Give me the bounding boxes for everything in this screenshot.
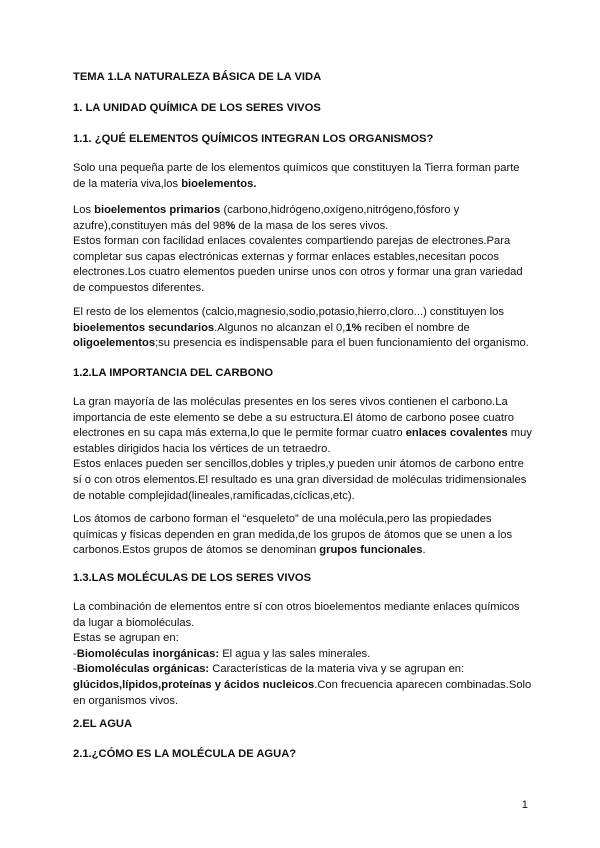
text-line: de notable complejidad(lineales,ramificadas,cíclicas,etc).	[73, 489, 355, 502]
text-line: estables dirigidos hacia los vértices de un tetraedro.	[73, 442, 331, 455]
text-line: La combinación de elementos entre sí con otros bioelementos mediante enlaces químicos	[73, 601, 520, 613]
text-line: electrones.Los cuatro elementos pueden unirse unos con otros y formar una gran variedad	[73, 266, 523, 279]
text-span: Los	[73, 204, 95, 216]
text-line: en organismos vivos.	[73, 694, 179, 707]
text-span: .Algunos no alcanzan el 0,	[214, 321, 346, 334]
paragraph-carbon-importance	[73, 395, 533, 504]
section-heading-2: 2.EL AGUA	[73, 718, 133, 730]
paragraph-bioelements-intro	[73, 161, 533, 192]
bold-term: 1%	[345, 321, 362, 334]
document-title: TEMA 1.LA NATURALEZA BÁSICA DE LA VIDA	[73, 71, 322, 83]
paragraph-secondary-bioelements	[73, 305, 533, 352]
section-heading-1-2: 1.2.LA IMPORTANCIA DEL CARBONO	[73, 367, 274, 379]
section-heading-1-3: 1.3.LAS MOLÉCULAS DE LOS SERES VIVOS	[73, 572, 312, 584]
bold-term: bioelementos primarios	[94, 204, 221, 216]
text-line	[73, 426, 533, 442]
text-line	[73, 662, 533, 678]
text-span: de la materia viva,los	[73, 177, 182, 190]
text-span: reciben el nombre de	[361, 321, 470, 334]
text-line: Los átomos de carbono forman el “esqueleto” de una molécula,pero las propiedades	[73, 513, 492, 525]
text-line: sí o con otros elementos.El resultado es una gran diversidad de moléculas tridimensionales	[73, 473, 527, 486]
text-line: Estos forman con facilidad enlaces covalentes compartiendo parejas de electrones.Para	[73, 235, 511, 248]
text-span: de la masa de los seres vivos.	[235, 219, 389, 232]
text-span: ;su presencia es indispensable para el buen funcionamiento del organismo.	[155, 337, 529, 350]
bold-term: oligoelementos	[73, 337, 156, 350]
text-line: Estas se agrupan en:	[73, 632, 179, 645]
paragraph-primary-bioelements	[73, 203, 533, 297]
paragraph-carbon-skeleton	[73, 512, 533, 559]
text-line: Estos enlaces pueden ser sencillos,dobles y triples,y pueden unir átomos de carbono entre	[73, 458, 524, 471]
text-line	[73, 336, 533, 352]
section-heading-1: 1. LA UNIDAD QUÍMICA DE LOS SERES VIVOS	[73, 102, 321, 114]
bold-term: grupos funcionales	[319, 544, 423, 557]
text-line	[73, 647, 533, 663]
bold-term: enlaces covalentes	[405, 427, 508, 440]
section-heading-1-1: 1.1. ¿QUÉ ELEMENTOS QUÍMICOS INTEGRAN LOS ORGANISMOS?	[73, 133, 434, 145]
text-line	[73, 543, 533, 559]
text-line: Solo una pequeña parte de los elementos químicos que constituyen la Tierra forman parte	[73, 162, 520, 174]
text-line: químicas y físicas dependen en gran medida,de los grupos de átomos que se unen a los	[73, 528, 513, 541]
bold-term: Biomoléculas orgánicas:	[76, 663, 210, 676]
text-line: importancia de este elemento se debe a su estructura.El átomo de carbono posee cuatro	[73, 411, 514, 424]
text-span: Características de la materia viva y se agrupan en:	[209, 663, 465, 676]
text-span: carbonos.Estos grupos de átomos se denominan	[73, 544, 320, 557]
text-span: electrones en su capa más externa,lo que le permite formar cuatro	[73, 427, 406, 440]
bold-term: %	[225, 219, 236, 232]
paragraph-biomolecules	[73, 600, 533, 709]
section-heading-2-1: 2.1.¿CÓMO ES LA MOLÉCULA DE AGUA?	[73, 748, 297, 760]
text-line: de compuestos diferentes.	[73, 281, 205, 294]
text-line	[73, 321, 533, 337]
text-line	[73, 678, 533, 694]
text-line: da lugar a biomoléculas.	[73, 616, 195, 629]
text-span: -	[73, 663, 77, 676]
page-number: 1	[521, 799, 528, 811]
text-line: La gran mayoría de las moléculas presentes en los seres vivos contienen el carbono.La	[73, 396, 508, 408]
bold-term: glúcidos,lípidos,proteínas y ácidos nucleicos	[73, 678, 315, 691]
text-line	[73, 177, 533, 193]
text-line: El resto de los elementos (calcio,magnesio,sodio,potasio,hierro,cloro...) constituyen los	[73, 306, 504, 318]
bold-term: Biomoléculas inorgánicas:	[76, 647, 220, 660]
text-span: muy	[507, 427, 532, 440]
bold-term: bioelementos secundarios	[73, 321, 215, 334]
text-line: completar sus capas electrónicas externas y formar enlaces estables,necesitan pocos	[73, 250, 499, 263]
text-span: .	[422, 544, 426, 557]
text-span: -	[73, 647, 77, 660]
text-span: azufre),constituyen más del 98	[73, 219, 226, 232]
text-span: .Con frecuencia aparecen combinadas.Solo	[314, 678, 532, 691]
text-span: (carbono,hidrógeno,oxígeno,nitrógeno,fósforo y	[220, 204, 460, 216]
text-line	[73, 203, 533, 219]
text-line	[73, 219, 533, 235]
bold-term: bioelementos.	[181, 177, 257, 190]
text-span: El agua y las sales minerales.	[219, 647, 371, 660]
